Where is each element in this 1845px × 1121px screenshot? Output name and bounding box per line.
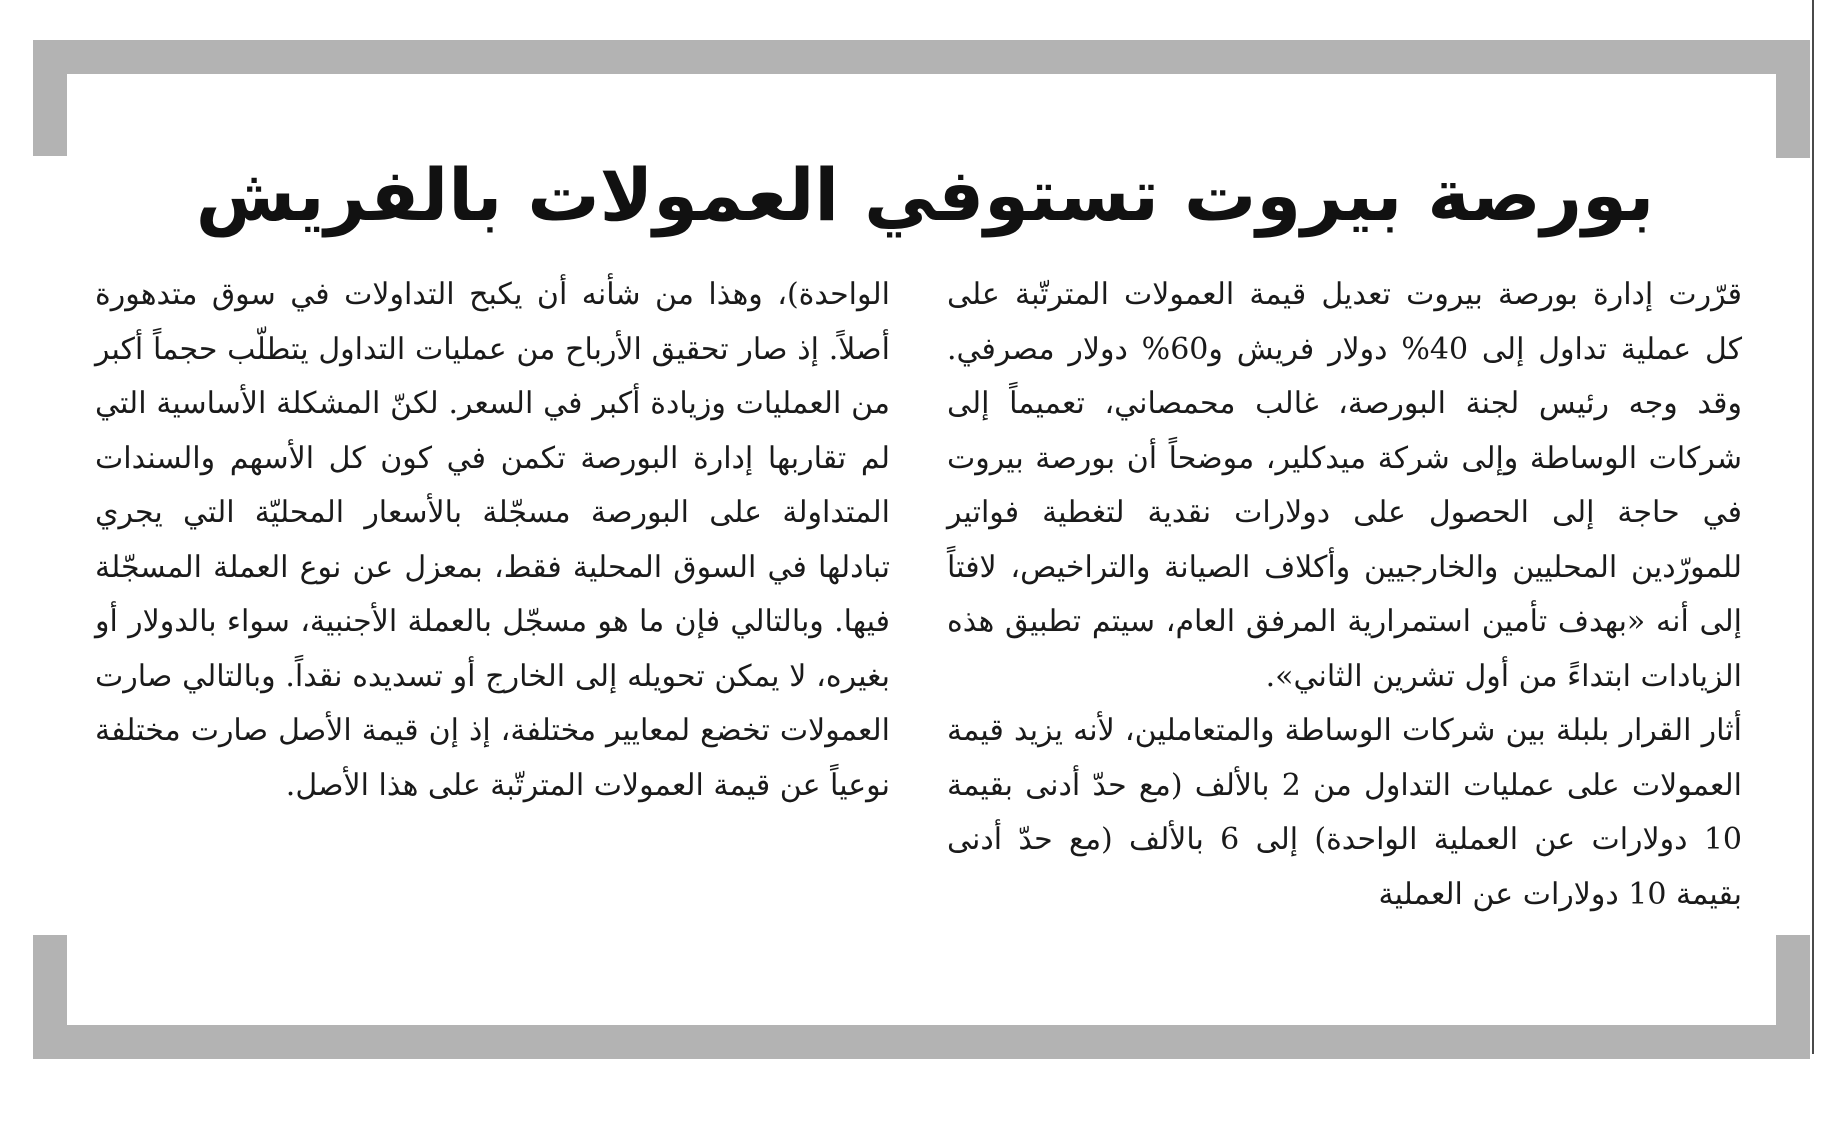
frame-bottom-bar — [33, 1025, 1810, 1059]
paragraph: أثار القرار بلبلة بين شركات الوساطة والمتعاملين، لأنه يزيد قيمة العمولات على عمليات التداول من 2 بالألف (مع حدّ أدنى بقيمة 10 دولارات عن العملية الواحدة) إلى 6 بالألف (مع حدّ أدنى بقيمة 10 دولارات عن العملية — [947, 713, 1743, 912]
frame-top-bar — [33, 40, 1810, 74]
article-headline: بورصة بيروت تستوفي العمولات بالفريش — [195, 153, 1655, 237]
paragraph: قرّرت إدارة بورصة بيروت تعديل قيمة العمولات المترتّبة على كل عملية تداول إلى 40% دولار فريش و60% دولار مصرفي. وقد وجه رئيس لجنة البورصة، غالب محمصاني، تعميماً إلى شركات الوساطة وإلى شركة ميدكلير، موضحاً أن بورصة بيروت في حاجة إلى الحصول على دولارات نقدية لتغطية فواتير للمورّدين المحليين والخارجيين وأكلاف الصيانة والتراخيص، لافتاً إلى أنه «بهدف تأمين استمرارية المرفق العام، سيتم تطبيق هذه الزيادات ابتداءً من أول تشرين الثاني». — [947, 277, 1742, 694]
paragraph: الواحدة)، وهذا من شأنه أن يكبح التداولات في سوق متدهورة أصلاً. إذ صار تحقيق الأرباح من عمليات التداول يتطلّب حجماً أكبر من العمليات وزيادة أكبر في السعر. لكنّ المشكلة الأساسية التي لم تقاربها إدارة البورصة تكمن في كون كل الأسهم والسندات المتداولة على البورصة مسجّلة بالأسعار المحليّة التي يجري تبادلها في السوق المحلية فقط، بمعزل عن نوع العملة المسجّلة فيها. وبالتالي فإن ما هو مسجّل بالعملة الأجنبية، سواء بالدولار أو بغيره، لا يمكن تحويله إلى الخارج أو تسديده نقداً. وبالتالي صارت العمولات تخضع لمعايير مختلفة، إذ إن قيمة الأصل صارت مختلفة نوعياً عن قيمة العمولات المترتّبة على هذا الأصل. — [95, 277, 890, 803]
frame-top-left-leg — [33, 40, 67, 156]
article-column-right — [947, 268, 1742, 922]
page-edge-rule — [1812, 0, 1814, 1054]
frame-top-right-leg — [1776, 40, 1810, 158]
article-column-left — [95, 268, 890, 813]
